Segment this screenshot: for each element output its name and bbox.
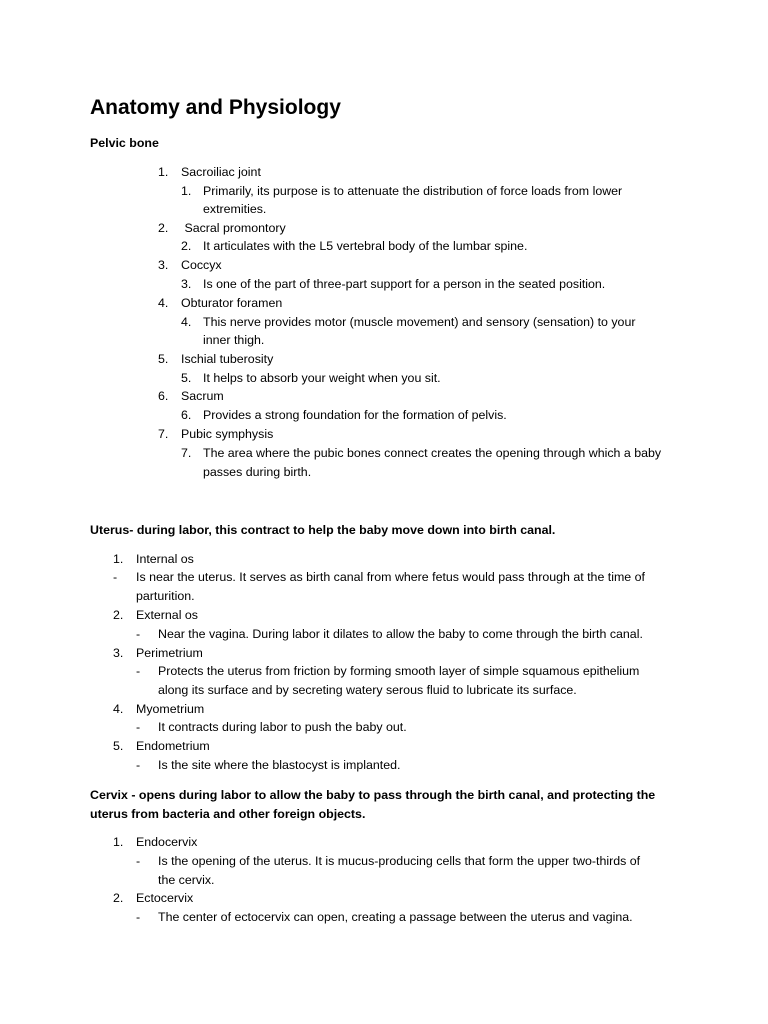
- list-number: 3.: [113, 646, 124, 660]
- sub-list-number: 6.: [181, 408, 192, 422]
- sub-list-text: The area where the pubic bones connect creates the opening through which a baby: [203, 446, 662, 460]
- sub-list-number: 4.: [181, 315, 192, 329]
- list-item-sacrum: Sacrum: [181, 389, 224, 403]
- dash-bullet: -: [136, 758, 141, 772]
- list-number: 5.: [113, 739, 124, 753]
- sub-list-text: Primarily, its purpose is to attenuate the distribution of force loads from lower: [203, 184, 623, 198]
- sub-list-text: Is the opening of the uterus. It is mucus-producing cells that form the upper two-thirds of: [158, 854, 641, 868]
- sub-list-text: Protects the uterus from friction by forming smooth layer of simple squamous epithelium: [158, 664, 640, 678]
- section-heading-cervix: Cervix - opens during labor to allow the baby to pass through the birth canal, and protecting the: [90, 788, 656, 802]
- list-item-external-os: External os: [136, 608, 198, 622]
- list-item-myometrium: Myometrium: [136, 702, 205, 716]
- sub-list-text: inner thigh.: [203, 333, 265, 347]
- section-heading-cervix-cont: uterus from bacteria and other foreign objects.: [90, 807, 366, 821]
- dash-bullet: -: [136, 910, 141, 924]
- dash-bullet: -: [113, 570, 118, 584]
- sub-list-number: 2.: [181, 239, 192, 253]
- dash-bullet: -: [136, 720, 141, 734]
- list-item-ischial-tuberosity: Ischial tuberosity: [181, 352, 274, 366]
- list-number: 2.: [113, 891, 124, 905]
- list-number: 6.: [158, 389, 169, 403]
- dash-bullet: -: [136, 627, 141, 641]
- list-item-obturator-foramen: Obturator foramen: [181, 296, 283, 310]
- list-item-endocervix: Endocervix: [136, 835, 198, 849]
- sub-list-text: Is one of the part of three-part support for a person in the seated position.: [203, 277, 606, 291]
- sub-list-number: 5.: [181, 371, 192, 385]
- list-item-coccyx: Coccyx: [181, 258, 222, 272]
- sub-list-text: The center of ectocervix can open, creating a passage between the uterus and vagina.: [158, 910, 633, 924]
- sub-list-text: parturition.: [136, 589, 195, 603]
- list-number: 2.: [158, 221, 169, 235]
- sub-list-text: the cervix.: [158, 873, 215, 887]
- section-heading-uterus: Uterus- during labor, this contract to help the baby move down into birth canal.: [90, 523, 556, 537]
- list-number: 1.: [113, 835, 124, 849]
- sub-list-text: It helps to absorb your weight when you sit.: [203, 371, 441, 385]
- sub-list-number: 1.: [181, 184, 192, 198]
- sub-list-number: 7.: [181, 446, 192, 460]
- list-number: 1.: [113, 552, 124, 566]
- sub-list-text: It articulates with the L5 vertebral body of the lumbar spine.: [203, 239, 528, 253]
- dash-bullet: -: [136, 854, 141, 868]
- list-item-pubic-symphysis: Pubic symphysis: [181, 427, 274, 441]
- sub-list-number: 3.: [181, 277, 192, 291]
- list-number: 5.: [158, 352, 169, 366]
- list-item-endometrium: Endometrium: [136, 739, 210, 753]
- list-number: 1.: [158, 165, 169, 179]
- sub-list-text: It contracts during labor to push the baby out.: [158, 720, 407, 734]
- dash-bullet: -: [136, 664, 141, 678]
- list-number: 4.: [113, 702, 124, 716]
- list-item-internal-os: Internal os: [136, 552, 194, 566]
- sub-list-text: passes during birth.: [203, 465, 312, 479]
- list-item-perimetrium: Perimetrium: [136, 646, 203, 660]
- section-heading-pelvic-bone: Pelvic bone: [90, 136, 159, 150]
- list-number: 4.: [158, 296, 169, 310]
- sub-list-text: Is the site where the blastocyst is implanted.: [158, 758, 401, 772]
- list-number: 3.: [158, 258, 169, 272]
- list-item-ectocervix: Ectocervix: [136, 891, 194, 905]
- list-number: 2.: [113, 608, 124, 622]
- sub-list-text: along its surface and by secreting watery serous fluid to lubricate its surface.: [158, 683, 577, 697]
- sub-list-text: Is near the uterus. It serves as birth canal from where fetus would pass through at the time of: [136, 570, 645, 584]
- sub-list-text: Near the vagina. During labor it dilates to allow the baby to come through the birth canal.: [158, 627, 643, 641]
- sub-list-text: This nerve provides motor (muscle movement) and sensory (sensation) to your: [203, 315, 636, 329]
- page-title: Anatomy and Physiology: [90, 96, 341, 119]
- sub-list-text: Provides a strong foundation for the formation of pelvis.: [203, 408, 507, 422]
- list-item-sacral-promontory: Sacral promontory: [181, 221, 286, 235]
- list-item-sacroiliac-joint: Sacroiliac joint: [181, 165, 261, 179]
- list-number: 7.: [158, 427, 169, 441]
- sub-list-text: extremities.: [203, 202, 267, 216]
